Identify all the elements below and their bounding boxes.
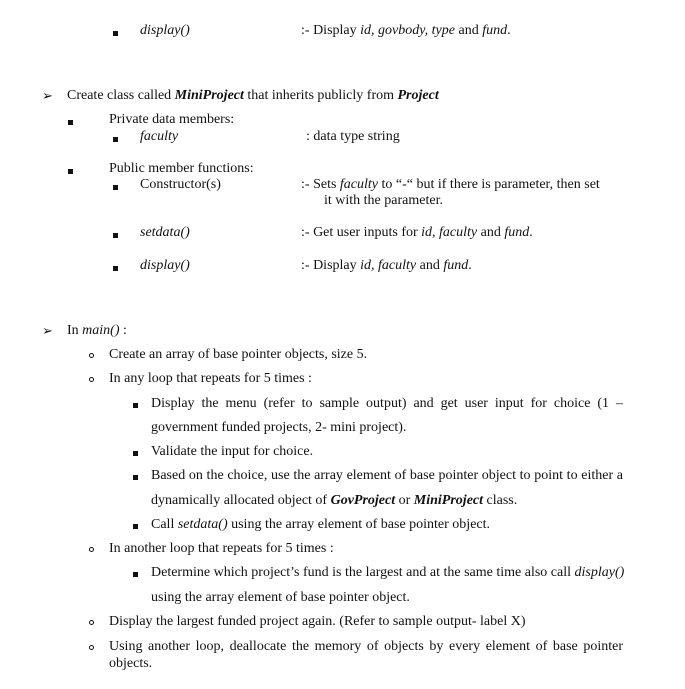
loop1-item-call: Call setdata() using the array element of base pointer object. <box>151 517 491 532</box>
bullet-square <box>68 120 73 125</box>
loop1-item-menu-cont: government funded projects, 2- mini project). <box>151 420 407 435</box>
member-name-display-mini: display() <box>140 258 190 273</box>
main-item-dealloc: Using another loop, deallocate the memory of objects by every element of base pointer <box>109 639 623 654</box>
bullet-square <box>133 451 138 456</box>
bullet-square <box>113 31 118 36</box>
bullet-square <box>113 185 118 190</box>
member-name-display: display() <box>140 23 190 38</box>
bullet-square <box>68 169 73 174</box>
bullet-square <box>113 266 118 271</box>
loop1-item-validate: Validate the input for choice. <box>151 444 314 459</box>
public-functions-label: Public member functions: <box>109 161 254 176</box>
bullet-square <box>113 137 118 142</box>
member-desc-setdata: :- Get user inputs for id, faculty and fund. <box>301 225 533 240</box>
bullet-square <box>133 403 138 408</box>
loop2-item-determine-cont: using the array element of base pointer object. <box>151 590 410 605</box>
loop1-item-menu: Display the menu (refer to sample output) and get user input for choice (1 – <box>151 396 623 411</box>
member-desc-constructor: :- Sets faculty to “-“ but if there is parameter, then set <box>301 177 600 192</box>
bullet-square <box>133 524 138 529</box>
main-item-loop2: In another loop that repeats for 5 times : <box>109 541 334 556</box>
bullet-circle <box>89 645 94 650</box>
main-item-array: Create an array of base pointer objects, size 5. <box>109 347 368 362</box>
member-desc-constructor-cont: it with the parameter. <box>324 193 443 208</box>
bullet-square <box>133 475 138 480</box>
member-name-faculty: faculty <box>140 129 179 144</box>
member-desc-display-mini: :- Display id, faculty and fund. <box>301 258 472 273</box>
member-desc-display: :- Display id, govbody, type and fund. <box>301 23 511 38</box>
bullet-circle <box>89 620 94 625</box>
main-item-dealloc-cont: objects. <box>109 656 153 671</box>
bullet-circle <box>89 547 94 552</box>
bullet-circle <box>89 353 94 358</box>
miniproject-heading: Create class called MiniProject that inherits publicly from Project <box>67 88 439 103</box>
bullet-square <box>113 233 118 238</box>
bullet-square <box>133 572 138 577</box>
member-name-setdata: setdata() <box>140 225 190 240</box>
loop1-item-based-cont: dynamically allocated object of GovProject or MiniProject class. <box>151 493 518 508</box>
loop1-item-based: Based on the choice, use the array element of base pointer object to point to either a <box>151 468 623 483</box>
member-desc-faculty: : data type string <box>306 129 400 144</box>
member-name-constructor: Constructor(s) <box>140 177 221 192</box>
main-heading: In main() : <box>67 323 127 338</box>
bullet-circle <box>89 377 94 382</box>
main-item-loop1: In any loop that repeats for 5 times : <box>109 371 312 386</box>
arrow-bullet-icon: ➢ <box>42 323 53 338</box>
private-members-label: Private data members: <box>109 112 235 127</box>
main-item-largest: Display the largest funded project again. (Refer to sample output- label X) <box>109 614 526 629</box>
arrow-bullet-icon: ➢ <box>42 88 53 103</box>
loop2-item-determine: Determine which project’s fund is the largest and at the same time also call display() <box>151 565 625 580</box>
